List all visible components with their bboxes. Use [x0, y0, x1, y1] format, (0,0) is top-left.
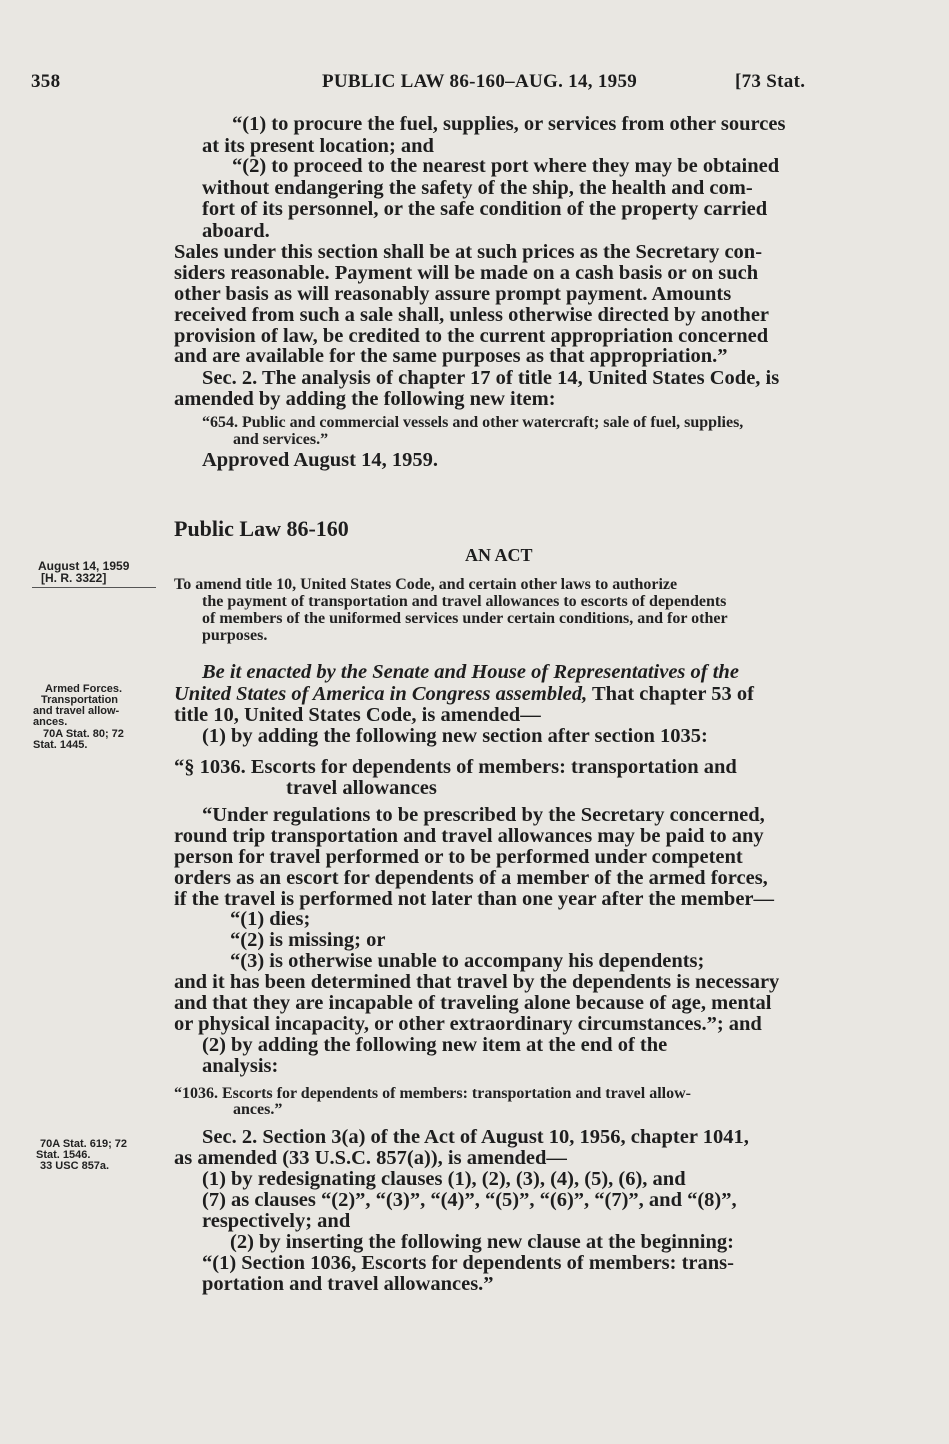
sec-2-clause-1-line-2: (7) as clauses “(2)”, “(3)”, “(4)”, “(5)”, “(6)”, “(7)”, and “(8)”, — [202, 1189, 737, 1211]
sales-line-4: received from such a sale shall, unless otherwise directed by another — [174, 304, 770, 326]
sec-2-line-2: amended by adding the following new item: — [174, 388, 556, 410]
sec-2-clause-2: (2) by inserting the following new clause at the beginning: — [230, 1231, 734, 1253]
margin-note: ances. — [33, 716, 68, 728]
clause-1-line-2: at its present location; and — [202, 135, 434, 157]
enacting-clause-line-1: Be it enacted by the Senate and House of Representatives of the — [202, 661, 739, 683]
sec-2-clause-1-line-1: (1) by redesignating clauses (1), (2), (3), (4), (5), (6), and — [202, 1168, 686, 1190]
purpose-line-1: To amend title 10, United States Code, and certain other laws to authorize — [174, 576, 678, 593]
margin-note: 70A Stat. 80; 72 — [43, 728, 124, 740]
regulation-line-3: person for travel performed or to be performed under competent — [174, 846, 743, 868]
enacting-clause-line-2 — [174, 684, 754, 705]
enacting-clause-line-3: title 10, United States Code, is amended— — [174, 704, 541, 726]
regulation-line-1: “Under regulations to be prescribed by the Secretary concerned, — [202, 804, 765, 826]
determination-line-1: and it has been determined that travel by the dependents is necessary — [174, 971, 780, 993]
clause-2-line-2: without endangering the safety of the ship, the health and com- — [202, 177, 753, 199]
subclause-2: “(2) is missing; or — [230, 929, 386, 951]
margin-note: Stat. 1546. — [36, 1149, 91, 1161]
clause-2-line-3: fort of its personnel, or the safe condition of the property carried — [202, 198, 768, 220]
margin-date: August 14, 1959 — [38, 559, 130, 573]
sec-2-body-line-2: as amended (33 U.S.C. 857(a)), is amended— — [174, 1147, 567, 1169]
amendment-item-2-line-1: (2) by adding the following new item at the end of the — [202, 1034, 668, 1056]
section-1036-heading-2: travel allowances — [286, 777, 437, 799]
margin-note: and travel allow- — [33, 705, 120, 717]
purpose-line-4: purposes. — [202, 627, 268, 644]
margin-bill: [H. R. 3322] — [41, 571, 107, 585]
analysis-item-654-line-2: and services.” — [233, 431, 329, 448]
sec-2-clause-3-line-2: portation and travel allowances.” — [202, 1273, 494, 1295]
sec-2-body-line-1: Sec. 2. Section 3(a) of the Act of August 10, 1956, chapter 1041, — [202, 1126, 749, 1148]
clause-1-line-1: “(1) to procure the fuel, supplies, or services from other sources — [232, 113, 786, 135]
sales-line-3: other basis as will reasonably assure prompt payment. Amounts — [174, 283, 732, 305]
enacting-clause-italic: United States of America in Congress assembled, — [174, 683, 588, 705]
margin-note: Transportation — [41, 694, 119, 706]
regulation-line-4: orders as an escort for dependents of a member of the armed forces, — [174, 867, 768, 889]
purpose-line-2: the payment of transportation and travel allowances to escorts of dependents — [202, 593, 727, 610]
public-law-title: Public Law 86-160 — [174, 516, 349, 541]
running-title: PUBLIC LAW 86-160–AUG. 14, 1959 — [322, 71, 638, 92]
margin-note: Armed Forces. — [45, 683, 123, 695]
analysis-item-1036-line-1: “1036. Escorts for dependents of members: transportation and travel allow- — [174, 1085, 691, 1102]
sales-line-6: and are available for the same purposes as that appropriation.” — [174, 345, 728, 367]
determination-line-2: and that they are incapable of traveling alone because of age, mental — [174, 992, 772, 1014]
amendment-item-1: (1) by adding the following new section after section 1035: — [202, 725, 708, 747]
regulation-line-5: if the travel is performed not later than one year after the member— — [174, 888, 775, 910]
subclause-1: “(1) dies; — [230, 908, 311, 930]
sales-line-5: provision of law, be credited to the current appropriation concerned — [174, 325, 769, 347]
sec-2-clause-3-line-1: “(1) Section 1036, Escorts for dependents of members: trans- — [202, 1252, 734, 1274]
page-number: 358 — [31, 71, 61, 92]
subclause-3: “(3) is otherwise unable to accompany his dependents; — [230, 950, 705, 972]
margin-rule — [32, 587, 156, 588]
analysis-item-1036-line-2: ances.” — [233, 1101, 283, 1118]
purpose-line-3: of members of the uniformed services under certain conditions, and for other — [202, 610, 728, 627]
determination-line-3: or physical incapacity, or other extraordinary circumstances.”; and — [174, 1013, 762, 1035]
margin-note: Stat. 1445. — [33, 739, 88, 751]
sales-line-2: siders reasonable. Payment will be made on a cash basis or on such — [174, 262, 759, 284]
clause-2-line-1: “(2) to proceed to the nearest port where they may be obtained — [232, 155, 780, 177]
sec-2-clause-1-line-3: respectively; and — [202, 1210, 351, 1232]
act-heading: AN ACT — [465, 545, 533, 565]
margin-note: 70A Stat. 619; 72 — [40, 1138, 128, 1150]
enacting-clause-rest: That chapter 53 of — [587, 683, 754, 705]
amendment-item-2-line-2: analysis: — [202, 1055, 279, 1077]
regulation-line-2: round trip transportation and travel allowances may be paid to any — [174, 825, 764, 847]
section-1036-heading-1: “§ 1036. Escorts for dependents of members: transportation and — [174, 756, 737, 778]
clause-2-line-4: aboard. — [202, 220, 270, 242]
margin-note: 33 USC 857a. — [40, 1160, 110, 1172]
sales-line-1: Sales under this section shall be at such prices as the Secretary con- — [174, 241, 763, 263]
sec-2-line-1: Sec. 2. The analysis of chapter 17 of title 14, United States Code, is — [202, 367, 780, 389]
volume-ref: [73 Stat. — [735, 71, 806, 92]
analysis-item-654-line-1: “654. Public and commercial vessels and other watercraft; sale of fuel, supplies, — [202, 414, 744, 431]
approved-date: Approved August 14, 1959. — [202, 449, 438, 471]
